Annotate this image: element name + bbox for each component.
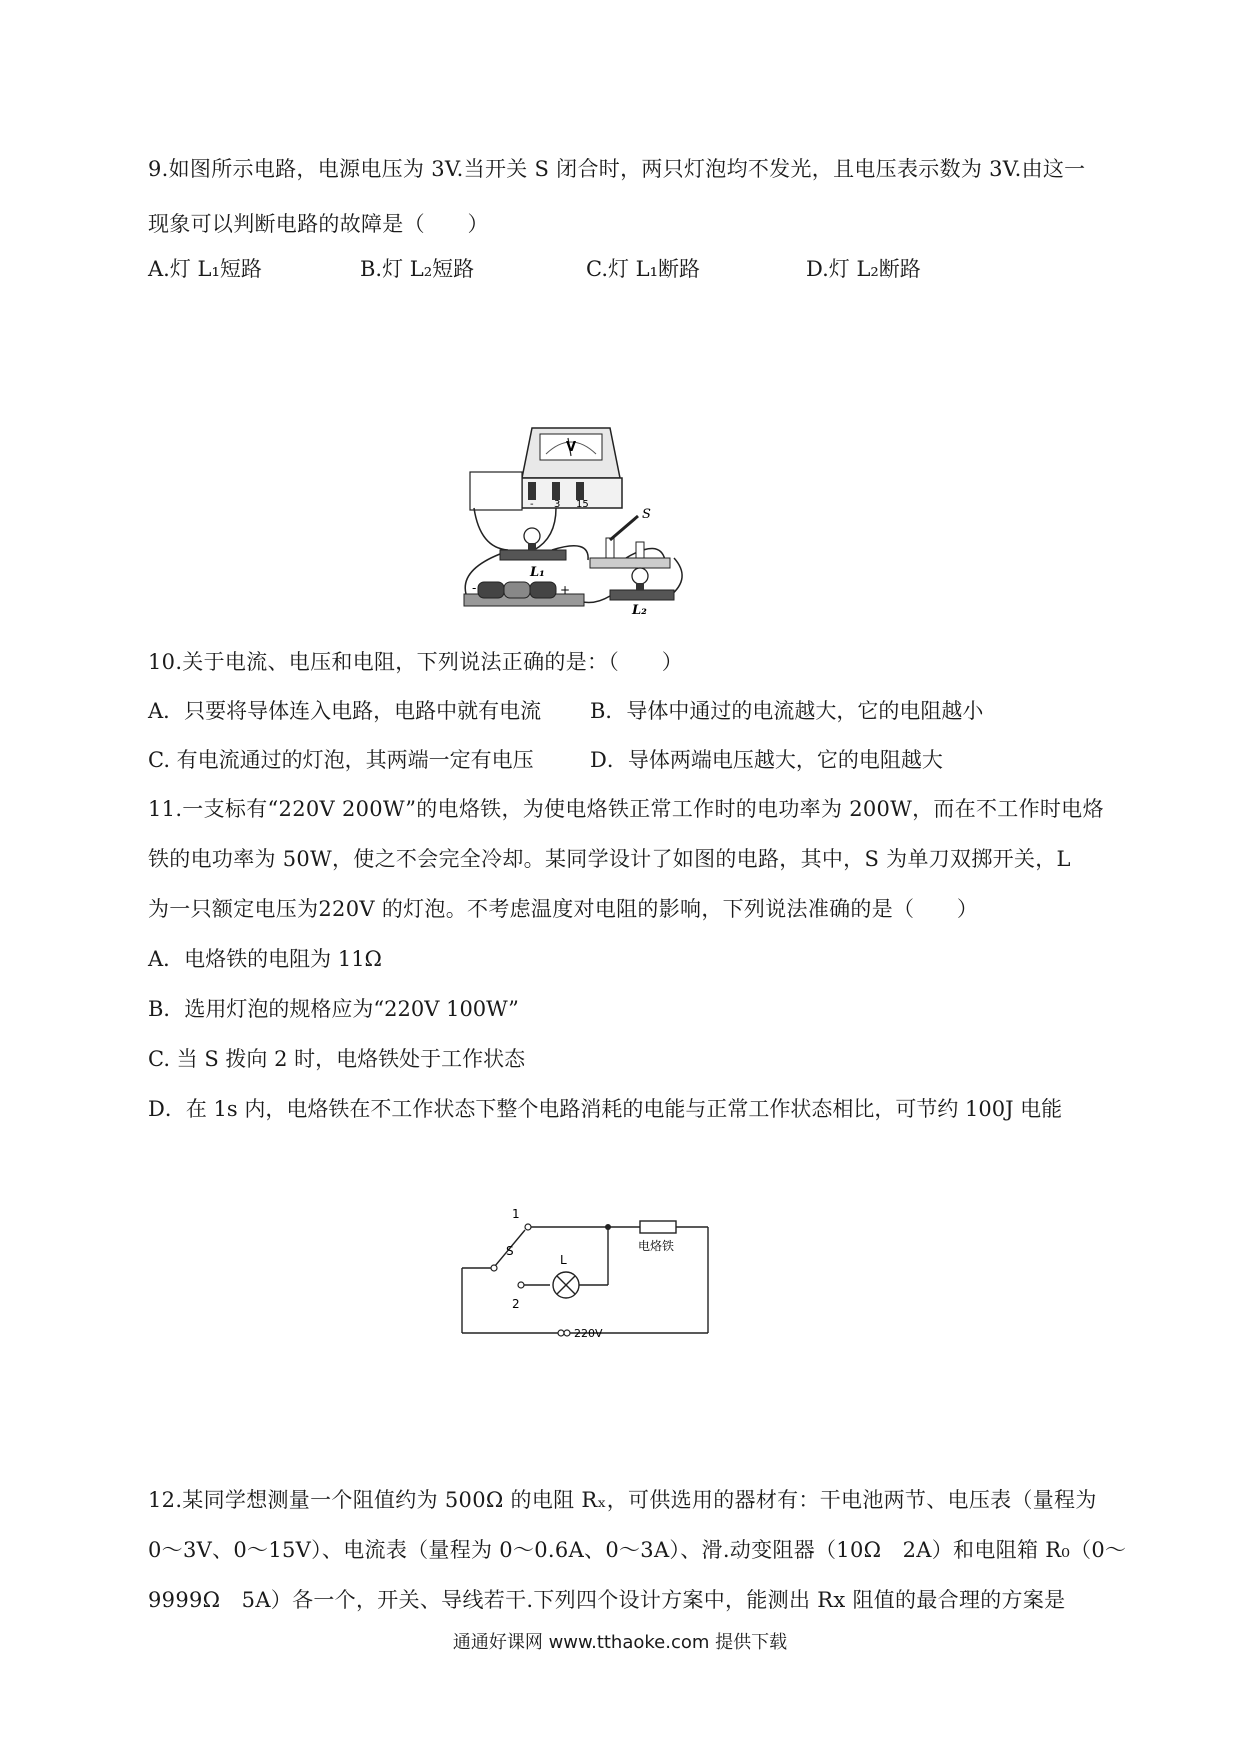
q9-option-d: D.灯 L₂断路 [806,257,921,281]
lamp-l2 [610,568,674,618]
voltmeter [470,428,622,510]
contact-1-label: 1 [512,1207,520,1221]
q11-stem-line3: 为一只额定电压为220V 的灯泡。不考虑温度对电阻的影响，下列说法准确的是（ ） [148,897,979,921]
q11-option-a: A．电烙铁的电阻为 11Ω [148,947,382,971]
switch-label: S [642,507,651,522]
voltage-220-label: 220V [574,1327,603,1340]
q9-stem-line2: 现象可以判断电路的故障是（ ） [148,212,489,236]
q10-stem: 10.关于电流、电压和电阻，下列说法正确的是：（ ） [148,650,683,674]
q12-stem-line1: 12.某同学想测量一个阻值约为 500Ω 的电阻 Rₓ，可供选用的器材有：干电池两节、电压表（量程为 [148,1488,1097,1512]
q10-option-d: D．导体两端电压越大，它的电阻越大 [590,748,943,772]
q11-option-d: D．在 1s 内，电烙铁在不工作状态下整个电路消耗的电能与正常工作状态相比，可节约 100J 电能 [148,1097,1063,1121]
q9-option-b: B.灯 L₂短路 [360,257,475,281]
q9-circuit-figure [460,408,720,618]
iron-label: 电烙铁 [638,1239,675,1253]
q11-option-c: C. 当 S 拨向 2 时，电烙铁处于工作状态 [148,1047,526,1071]
lamp2-label: L₂ [632,603,647,618]
q9-stem-line1: 9.如图所示电路，电源电压为 3V.当开关 S 闭合时，两只灯泡均不发光，且电压表示数为 3V.由这一 [148,157,1086,181]
page-footer: 通通好课网 www.tthaoke.com 提供下载 [452,1632,788,1653]
q12-stem-line2: 0～3V、0～15V）、电流表（量程为 0～0.6A、0～3A）、滑.动变阻器（10Ω 2A）和电阻箱 R₀（0～ [148,1538,1127,1562]
terminal-minus-label: - [530,499,534,510]
q11-stem-line2: 铁的电功率为 50W，使之不会完全冷却。某同学设计了如图的电路，其中，S 为单刀双掷开关，L [148,847,1071,871]
q11-stem-line1: 11.一支标有“220V 200W”的电烙铁，为使电烙铁正常工作时的电功率为 200W，而在不工作时电烙 [148,797,1104,821]
q12-stem-line3: 9999Ω 5A）各一个，开关、导线若干.下列四个设计方案中，能测出 Rx 阻值的最合理的方案是 [148,1588,1066,1612]
battery-plus-label: + [560,583,571,597]
q10-option-c: C. 有电流通过的灯泡，其两端一定有电压 [148,748,534,772]
contact-2-label: 2 [512,1297,520,1311]
q11-option-b: B．选用灯泡的规格应为“220V 100W” [148,997,519,1021]
voltmeter-label: V [566,440,577,455]
battery-minus-label: - [472,581,477,595]
lamp-l1 [500,528,566,580]
terminal-3-label: 3 [554,499,561,510]
q10-option-b: B．导体中通过的电流越大，它的电阻越小 [590,699,984,723]
q10-option-a: A．只要将导体连入电路，电路中就有电流 [148,699,542,723]
q9-option-a: A.灯 L₁短路 [148,257,262,281]
terminal-15-label: 15 [576,499,589,510]
lamp1-label: L₁ [530,565,545,580]
lamp-l-label: L [560,1253,567,1267]
switch-s-label: S [506,1244,514,1258]
q11-circuit-figure [450,1200,720,1345]
switch-s [590,507,670,568]
q9-option-c: C.灯 L₁断路 [586,257,701,281]
battery [464,581,584,606]
